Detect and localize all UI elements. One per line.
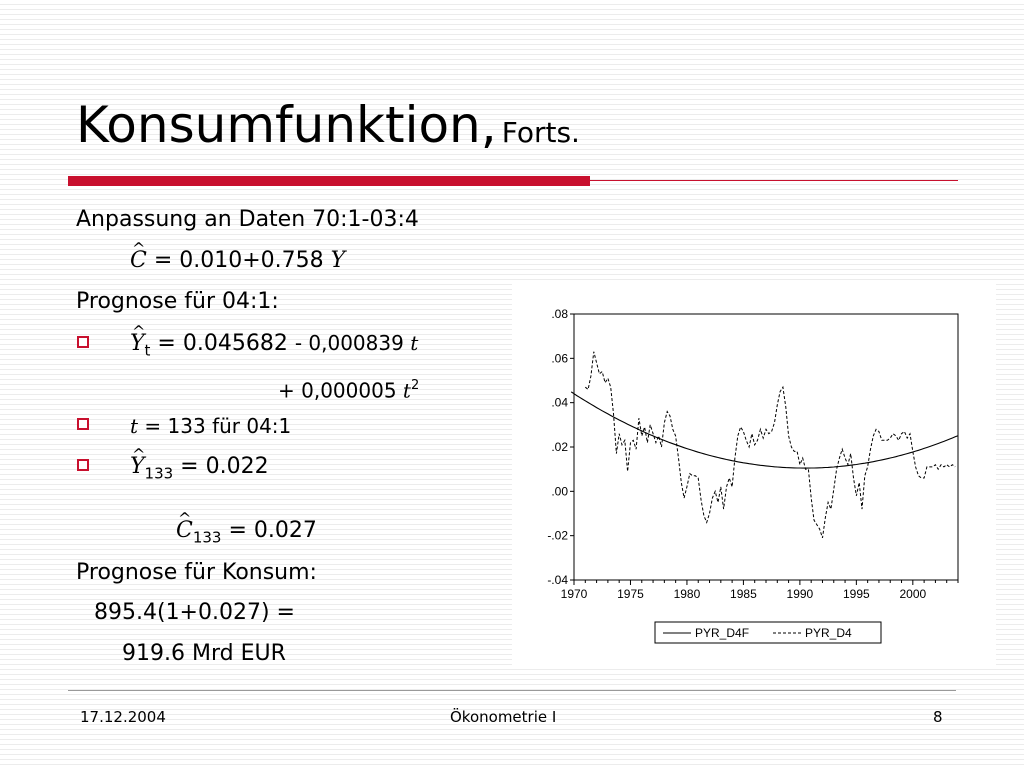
y-hat-symbol: ^ Y [130, 331, 145, 357]
fit-range-line [76, 207, 419, 233]
consumption-forecast-text: Prognose für Konsum: [76, 560, 317, 585]
chart-panel [512, 283, 996, 667]
plus-sign: + [278, 378, 302, 403]
bullet-square-icon [77, 336, 89, 348]
legend-label-pyr-d4: PYR_D4 [805, 626, 852, 640]
t-equals: = [138, 414, 168, 438]
consumption-calc [94, 600, 295, 626]
y-tick-label: .08 [551, 307, 568, 321]
trend-linear-coef: - 0,000839 [294, 331, 411, 355]
t-value-line [130, 413, 291, 440]
trend-quadratic-coef: 0,000005 [301, 378, 403, 403]
estimated-equation [130, 248, 345, 274]
bullet-square-icon [77, 459, 89, 471]
series-pyr-d4-line [585, 352, 955, 538]
t-symbol: t [410, 331, 419, 355]
trend-equation [130, 330, 418, 363]
t-symbol: t [130, 414, 139, 438]
bullet-square-icon [77, 418, 89, 430]
y-tick-label: -.02 [547, 528, 568, 543]
trend-constant: = 0.045682 [150, 331, 295, 356]
y-forecast-value: = 0.022 [173, 454, 269, 479]
equation-text: = 0.010+0.758 [146, 248, 331, 273]
y-hat-subscript: t [144, 341, 151, 360]
footer-course: Ökonometrie I [450, 708, 557, 726]
x-tick-label: 2000 [899, 587, 927, 601]
y-tick-label: -.04 [547, 573, 568, 587]
footer-page-number: 8 [933, 708, 943, 726]
c-hat-subscript: 133 [192, 528, 222, 547]
fit-range-text: Anpassung an Daten 70:1-03:4 [76, 207, 419, 232]
consumption-result [122, 641, 286, 667]
forecast-chart [512, 283, 996, 667]
c-hat-symbol: ^ C [130, 248, 147, 274]
title-underline [590, 180, 958, 181]
c-forecast-line [176, 518, 317, 550]
footer-date: 17.12.2004 [80, 708, 166, 726]
t-squared-symbol: t [402, 378, 411, 403]
consumption-result-text: 919.6 Mrd EUR [122, 641, 286, 666]
consumption-calc-text: 895.4(1+0.027) = [94, 600, 295, 625]
c-forecast-value: = 0.027 [221, 518, 317, 543]
y-tick-label: .06 [551, 351, 568, 366]
y-hat-subscript: 133 [144, 464, 174, 483]
t-value-text: 133 für 04:1 [167, 414, 292, 438]
slide-title-main: Konsumfunktion, [76, 96, 497, 154]
x-tick-label: 1985 [730, 587, 757, 601]
y-tick-label: .02 [551, 440, 568, 454]
plot-frame [574, 314, 958, 580]
forecast-heading [76, 289, 279, 315]
series-pyr-d4f-line [571, 392, 958, 468]
footer-divider [68, 690, 956, 691]
x-tick-label: 1990 [786, 587, 814, 601]
y-tick-label: .04 [551, 395, 568, 410]
slide-title-sub: Forts. [501, 116, 580, 149]
forecast-heading-text: Prognose für 04:1: [76, 289, 279, 314]
x-tick-label: 1980 [673, 587, 701, 601]
x-tick-label: 1970 [560, 587, 588, 601]
x-tick-label: 1975 [617, 587, 644, 601]
y-hat-symbol: ^ Y [130, 454, 145, 480]
y-forecast-line [130, 454, 269, 486]
y-tick-label: .00 [551, 484, 568, 499]
c-hat-symbol: ^ C [176, 518, 193, 544]
title-accent-bar [68, 176, 590, 186]
consumption-forecast-heading [76, 560, 317, 586]
t-squared-exponent: 2 [410, 378, 420, 393]
x-tick-label: 1995 [843, 587, 870, 601]
y-symbol: Y [330, 248, 346, 273]
trend-equation-quadratic [278, 373, 419, 404]
legend-label-pyr-d4f: PYR_D4F [695, 626, 750, 640]
slide-title [76, 96, 580, 154]
